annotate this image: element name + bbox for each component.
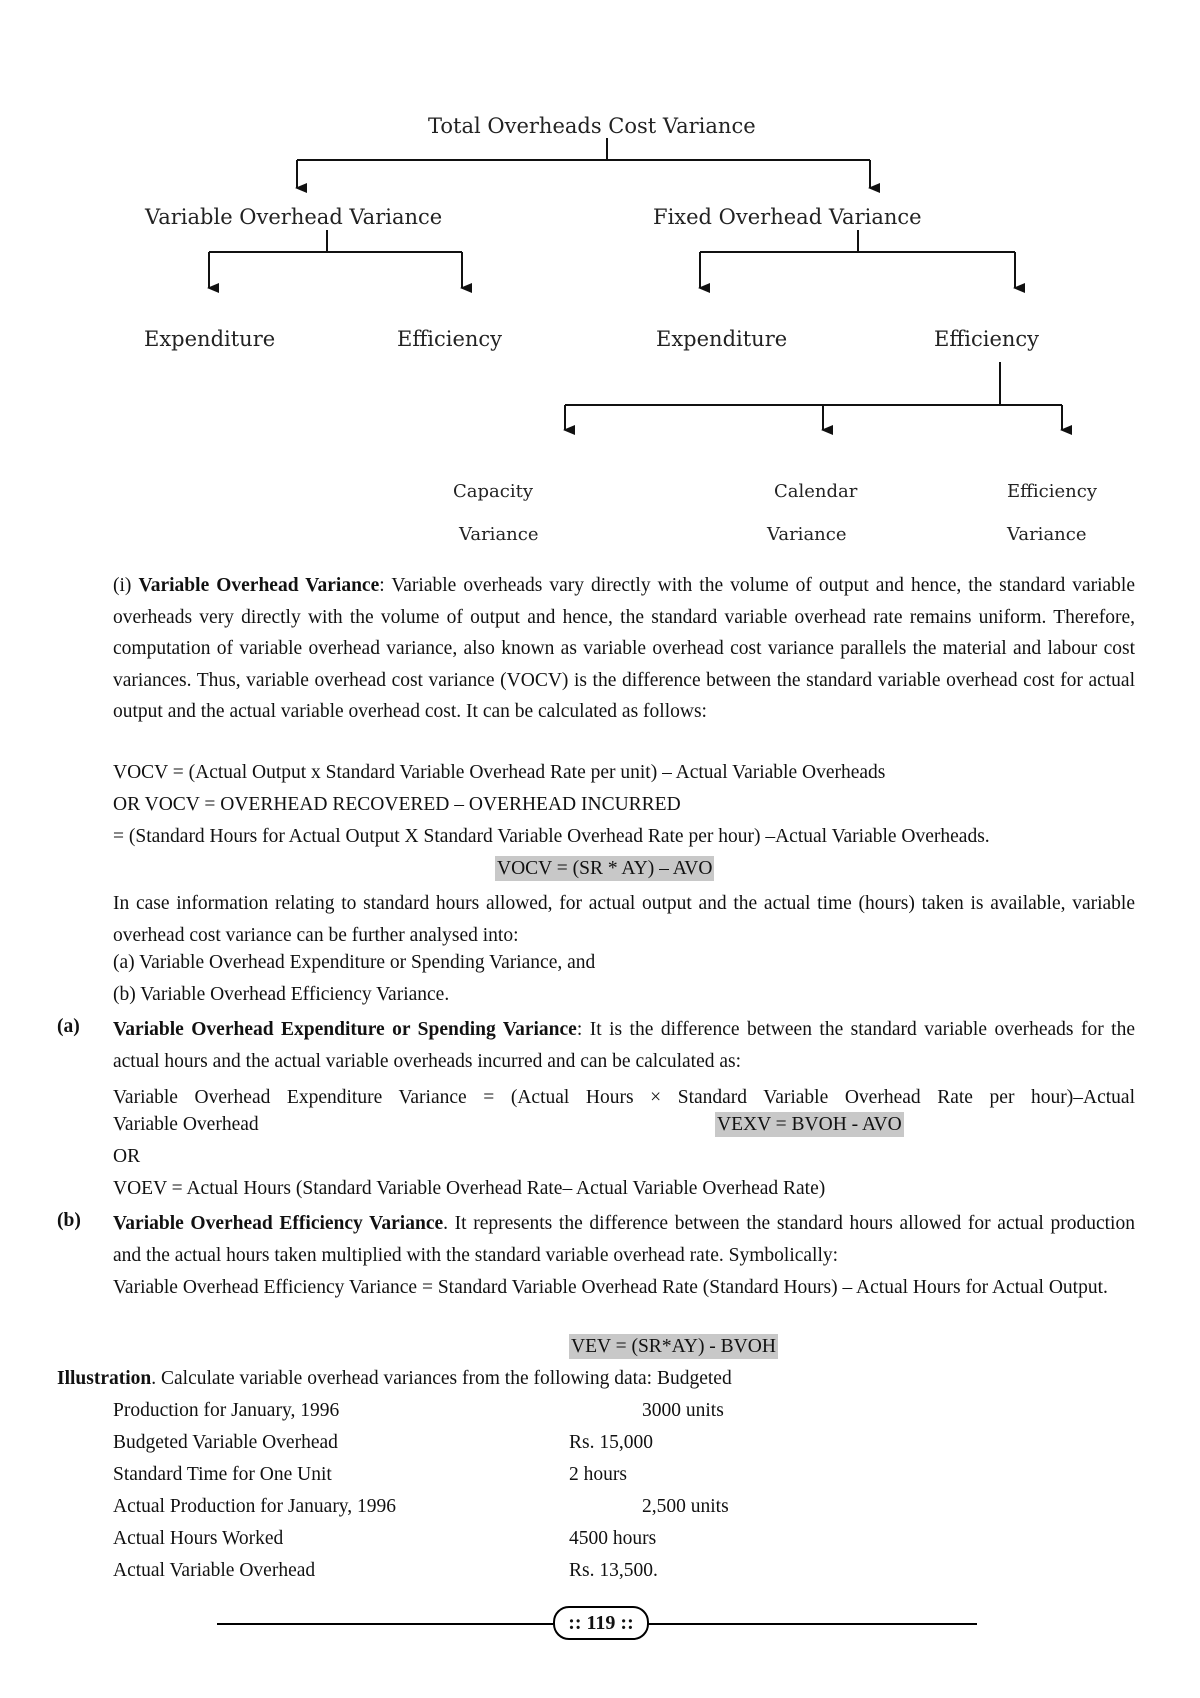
data-row-label: Actual Hours Worked: [113, 1528, 284, 1549]
tree-calendar-1: Calendar: [774, 481, 858, 502]
vexv-formula-1: Variable Overhead Expenditure Variance = (Actual Hours × Standard Variable Overhead Rate per hour)–Actual: [113, 1087, 1135, 1108]
illustration-text: . Calculate variable overhead variances from the following data: Budgeted: [151, 1368, 732, 1389]
tree-fixed: Fixed Overhead Variance: [653, 205, 922, 229]
footer-rule-left: [217, 1623, 553, 1625]
tree-capacity-2: Variance: [459, 524, 539, 545]
tree-fix-efficiency: Efficiency: [934, 327, 1040, 351]
vocv-formula-1: VOCV = (Actual Output x Standard Variable Overhead Rate per unit) – Actual Variable Overheads: [113, 762, 886, 783]
illustration-line: [57, 1368, 732, 1390]
tree-root: Total Overheads Cost Variance: [428, 114, 756, 138]
vev-highlight-formula: VEV = (SR*AY) - BVOH: [571, 1336, 776, 1357]
tree-variable: Variable Overhead Variance: [145, 205, 443, 229]
section-a-paragraph: [113, 1014, 1135, 1077]
data-row-label: Actual Production for January, 1996: [113, 1496, 397, 1517]
analysis-item-a: (a) Variable Overhead Expenditure or Spending Variance, and: [113, 952, 596, 973]
vocv-formula-2: OR VOCV = OVERHEAD RECOVERED – OVERHEAD INCURRED: [113, 794, 681, 815]
data-row-label: Actual Variable Overhead: [113, 1560, 316, 1581]
tree-var-efficiency: Efficiency: [397, 327, 503, 351]
data-row-value: Rs. 13,500.: [569, 1560, 658, 1581]
data-row-label: Production for January, 1996: [113, 1400, 340, 1421]
illustration-heading: Illustration: [57, 1368, 152, 1389]
analysis-paragraph: In case information relating to standard hours allowed, for actual output and the actual time (hours) taken is available, variable overhead cost variance can be further analysed into:: [113, 893, 1135, 946]
section-a-marker: (a): [57, 1016, 80, 1037]
tree-connectors: [209, 138, 1062, 430]
section-b-marker: (b): [57, 1210, 81, 1231]
section-i-text: : Variable overheads vary directly with the volume of output and hence, the standard variable overheads very directly with the volume of output and hence, the standard variable overhead rate remains uniform. Therefore, computation of variable overhead variance, also known as variable overhead cost variance parallels the material and labour cost variances. Thus, variable overhead cost variance (VOCV) is the difference between the standard variable overhead cost for actual output and the actual variable overhead cost. It can be calculated as follows:: [113, 575, 1136, 723]
section-a-text: : It is the difference between the standard variable overheads for the actual hours and the actual variable overheads incurred and can be calculated as:: [113, 1019, 1135, 1072]
voev-formula: VOEV = Actual Hours (Standard Variable Overhead Rate– Actual Variable Overhead Rate): [113, 1178, 826, 1199]
variance-tree-diagram: [0, 0, 1200, 560]
tree-efficiency-1: Efficiency: [1007, 481, 1098, 502]
data-row-value: 3000 units: [642, 1400, 724, 1421]
vocv-highlight-formula: VOCV = (SR * AY) – AVO: [497, 858, 713, 879]
vexv-highlight-formula: VEXV = BVOH - AVO: [717, 1114, 902, 1135]
section-a-or: OR: [113, 1146, 141, 1167]
tree-capacity-1: Capacity: [453, 481, 533, 502]
vocv-formula-3: = (Standard Hours for Actual Output X Standard Variable Overhead Rate per hour) –Actual Variable Overheads.: [113, 826, 990, 847]
section-b-text: . It represents the difference between the standard hours allowed for actual production and the actual hours taken multiplied with the standard variable overhead rate. Symbolically:: [113, 1213, 1135, 1266]
vocv-highlight-wrap: [495, 858, 714, 880]
data-row-label: Budgeted Variable Overhead: [113, 1432, 338, 1453]
section-a-heading: Variable Overhead Expenditure or Spending Variance: [113, 1019, 577, 1040]
tree-calendar-2: Variance: [767, 524, 847, 545]
section-i-heading: Variable Overhead Variance: [138, 575, 380, 596]
data-row-value: 2 hours: [569, 1464, 627, 1485]
vexv-highlight-wrap: [715, 1114, 904, 1136]
tree-var-expenditure: Expenditure: [144, 327, 276, 351]
data-row-label: Standard Time for One Unit: [113, 1464, 332, 1485]
vev-highlight-wrap: [569, 1336, 778, 1358]
section-i-marker: (i): [113, 575, 132, 596]
vev-formula-1: Variable Overhead Efficiency Variance = Standard Variable Overhead Rate (Standard Hours) – Actual Hours for Actual Output.: [113, 1277, 1108, 1298]
tree-fix-expenditure: Expenditure: [656, 327, 788, 351]
vexv-formula-1b: Variable Overhead: [113, 1114, 259, 1135]
analysis-item-b: (b) Variable Overhead Efficiency Variance.: [113, 984, 450, 1005]
page-number: :: 119 ::: [553, 1606, 649, 1640]
tree-efficiency-2: Variance: [1007, 524, 1087, 545]
data-row-value: Rs. 15,000: [569, 1432, 653, 1453]
footer-rule-right: [645, 1623, 977, 1625]
section-b-paragraph: [113, 1208, 1135, 1271]
section-b-heading: Variable Overhead Efficiency Variance: [113, 1213, 444, 1234]
data-row-value: 4500 hours: [569, 1528, 657, 1549]
section-i-paragraph: [113, 570, 1135, 728]
data-row-value: 2,500 units: [642, 1496, 729, 1517]
